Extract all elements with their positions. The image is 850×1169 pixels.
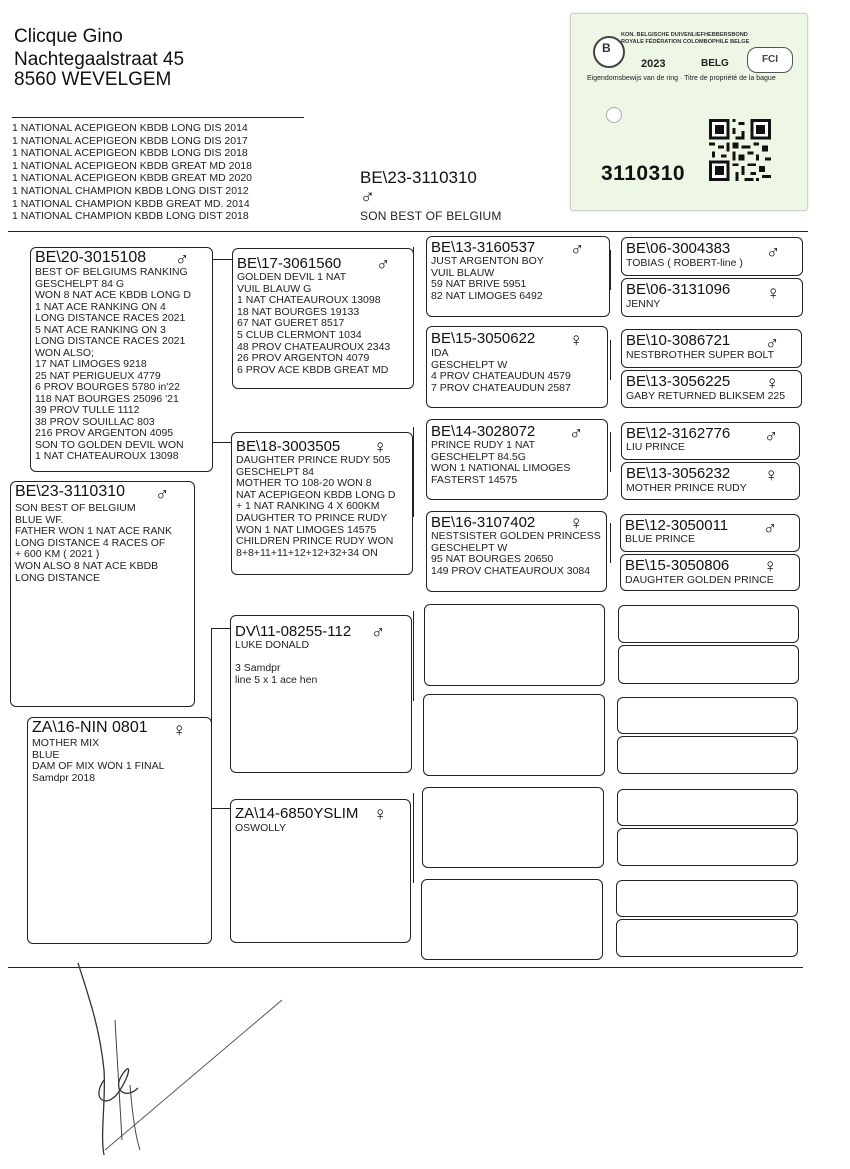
achievement-item: 1 NATIONAL CHAMPION KBDB LONG DIST 2012 [12, 184, 249, 197]
note-line: 95 NAT BOURGES 20650 [431, 553, 554, 566]
pedigree-empty-box [421, 879, 603, 960]
note-line: FASTERST 14575 [431, 473, 518, 486]
note-line: NAT ACEPIGEON KBDB LONG D [236, 488, 396, 501]
male-symbol-icon: ♂ [763, 518, 778, 539]
note-line: JUST ARGENTON BOY [431, 255, 544, 267]
certificate-org [621, 32, 749, 46]
note-line: GESCHELPT 84 G [35, 277, 125, 290]
main-notes [15, 503, 191, 584]
pedigree-empty-box [616, 919, 798, 957]
note-line: 48 PROV CHATEAUROUX 2343 [237, 340, 391, 353]
ssd-notes [431, 348, 604, 394]
note-line: BEST OF BELGIUMS RANKING [35, 266, 188, 278]
male-symbol-icon: ♂ [175, 249, 190, 270]
note-line: 38 PROV SOUILLAC 803 [35, 415, 155, 428]
pedigree-empty-box [617, 736, 798, 774]
note-line: 82 NAT LIMOGES 6492 [431, 289, 543, 302]
note-line: 4 PROV CHATEAUDUN 4579 [431, 370, 571, 383]
note-line: 1 NAT CHATEAUROUX 13098 [237, 294, 381, 307]
subject-name: SON BEST OF BELGIUM [360, 209, 502, 223]
note-line: NESTSISTER GOLDEN PRINCESS [431, 530, 601, 542]
gg-note: GABY RETURNED BLIKSEM 225 [626, 390, 786, 402]
male-symbol-icon: ♂ [570, 239, 585, 260]
gg-ring: BE\15-3050806 [625, 557, 730, 574]
pedigree-gg-6 [621, 462, 800, 500]
pedigree-gg-8 [620, 554, 800, 591]
sds-notes [431, 440, 604, 486]
note-line: GESCHELPT 84.5G [431, 450, 526, 463]
pedigree-sire [30, 247, 213, 472]
note-line: DAUGHTER TO PRINCE RUDY [236, 511, 388, 524]
note-line: 7 PROV CHATEAUDUN 2587 [431, 381, 571, 394]
note-line: 1 NAT ACE RANKING ON 4 [35, 300, 166, 313]
top-separator [8, 231, 808, 232]
sds-ring: BE\14-3028072 [431, 423, 536, 440]
connector [413, 611, 414, 701]
note-line: OSWOLLY [235, 822, 287, 834]
connector [610, 523, 611, 563]
ds-notes [235, 640, 408, 686]
owner-divider [12, 117, 304, 118]
note-line: 216 PROV ARGENTON 4095 [35, 427, 174, 439]
female-symbol-icon: ♀ [765, 373, 780, 394]
owner-city: 8560 WEVELGEM [14, 69, 172, 90]
pedigree-gg-1 [621, 237, 803, 276]
dam-notes [32, 738, 208, 784]
male-symbol-icon: ♂ [569, 423, 584, 444]
pedigree-empty-box [618, 605, 799, 643]
note-line: GOLDEN DEVIL 1 NAT [237, 271, 347, 283]
ss-ring: BE\17-3061560 [237, 255, 342, 272]
pedigree-sdd [426, 511, 607, 592]
note-line: line 5 x 1 ace hen [235, 673, 318, 686]
gg-note: DAUGHTER GOLDEN PRINCE [625, 574, 774, 586]
ds-ring: DV\11-08255-112 [235, 623, 352, 640]
note-line: 3 Samdpr [235, 662, 281, 675]
gg-note: BLUE PRINCE [625, 533, 696, 545]
note-line: WON ALSO 8 NAT ACE KBDB [15, 559, 159, 572]
pedigree-empty-box [422, 787, 604, 868]
pedigree-main [10, 481, 195, 707]
note-line: SON TO GOLDEN DEVIL WON [35, 438, 184, 451]
note-line: LUKE DONALD [235, 639, 310, 651]
note-line: 5 NAT ACE RANKING ON 3 [35, 323, 166, 336]
connector [212, 259, 232, 260]
male-symbol-icon: ♂ [371, 622, 386, 643]
female-symbol-icon: ♀ [569, 513, 584, 534]
note-line: DAM OF MIX WON 1 FINAL [32, 760, 165, 773]
certificate-year: 2023 [641, 58, 666, 70]
female-symbol-icon: ♀ [569, 330, 584, 351]
note-line: FATHER WON 1 NAT ACE RANK [15, 525, 172, 538]
achievement-item: 1 NATIONAL CHAMPION KBDB GREAT MD. 2014 [12, 197, 250, 210]
signature-image [60, 960, 290, 1160]
note-line: WON ALSO; [35, 346, 94, 359]
gg-ring: BE\12-3050011 [625, 517, 729, 534]
female-symbol-icon: ♀ [373, 804, 388, 825]
male-symbol-icon: ♂ [360, 186, 375, 208]
pedigree-empty-box [424, 604, 605, 686]
dd-notes [235, 823, 407, 835]
pedigree-sss [426, 236, 610, 317]
fci-logo-icon: FCI [747, 47, 793, 73]
note-line: LONG DISTANCE RACES 2021 [35, 335, 186, 347]
note-line: + 600 KM ( 2021 ) [15, 548, 100, 561]
connector [211, 628, 231, 629]
pedigree-sds [426, 419, 608, 500]
connector [212, 442, 232, 443]
female-symbol-icon: ♀ [766, 283, 781, 304]
note-line: 1 NAT CHATEAUROUX 13098 [35, 450, 179, 462]
pedigree-gg-3 [621, 329, 802, 368]
pedigree-dam-dam [230, 799, 411, 943]
note-line: WON 1 NATIONAL LIMOGES [431, 462, 571, 475]
note-line: MOTHER MIX [32, 737, 100, 749]
owner-name: Clicque Gino [14, 26, 123, 47]
main-ring: BE\23-3110310 [15, 483, 126, 500]
note-line: 59 NAT BRIVE 5951 [431, 278, 527, 291]
sdd-ring: BE\16-3107402 [431, 514, 536, 531]
achievement-item: 1 NATIONAL ACEPIGEON KBDB GREAT MD 2020 [12, 172, 253, 185]
pedigree-empty-box [617, 697, 798, 734]
note-line: 18 NAT BOURGES 19133 [237, 305, 360, 318]
achievement-item: 1 NATIONAL ACEPIGEON KBDB LONG DIS 2017 [12, 134, 248, 147]
note-line: LONG DISTANCE [15, 571, 100, 584]
gg-note: MOTHER PRINCE RUDY [626, 482, 747, 494]
punch-hole [606, 107, 622, 123]
certificate-org-fr: ROYALE FÉDÉRATION COLOMBOPHILE BELGE [621, 39, 750, 45]
achievement-item: 1 NATIONAL ACEPIGEON KBDB LONG DIS 2018 [12, 147, 248, 160]
note-line: VUIL BLAUW G [237, 282, 312, 295]
connector [413, 793, 414, 883]
gg-ring: BE\06-3004383 [626, 240, 731, 257]
ss-notes [237, 272, 410, 376]
note-line: 5 CLUB CLERMONT 1034 [237, 328, 362, 341]
note-line: 26 PROV ARGENTON 4079 [237, 352, 370, 365]
qr-code-icon [709, 119, 771, 181]
note-line: MOTHER TO 108-20 WON 8 [236, 477, 372, 490]
pedigree-empty-box [616, 880, 798, 917]
note-line: 25 NAT PERIGUEUX 4779 [35, 369, 161, 382]
note-line: WON 8 NAT ACE KBDB LONG D [35, 289, 191, 301]
sd-ring: BE\18-3003505 [236, 438, 341, 455]
pedigree-dam-sire [230, 615, 412, 773]
achievements-list [12, 122, 252, 223]
gg-ring: BE\13-3056232 [626, 465, 731, 482]
note-line: BLUE WF. [15, 513, 64, 526]
certificate-org-nl: KON. BELGISCHE DUIVENLIEFHEBBERSBOND [621, 32, 748, 38]
pedigree-empty-box [617, 789, 798, 826]
gg-ring: BE\06-3131096 [626, 281, 731, 298]
achievement-item: 1 NATIONAL ACEPIGEON KBDB GREAT MD 2018 [12, 159, 253, 172]
note-line: Samdpr 2018 [32, 771, 96, 784]
ssd-ring: BE\15-3050622 [431, 330, 536, 347]
male-symbol-icon: ♂ [155, 484, 170, 505]
note-line: PRINCE RUDY 1 NAT [431, 439, 536, 451]
note-line: 118 NAT BOURGES 25096 '21 [35, 392, 179, 405]
gg-note: JENNY [626, 298, 661, 310]
pedigree-gg-7 [620, 514, 800, 552]
ring-certificate [570, 13, 808, 211]
connector [610, 340, 611, 380]
certificate-subtitle: Eigendomsbewijs van de ring · Titre de propriété de la bague [587, 75, 776, 82]
note-line: 39 PROV TULLE 1112 [35, 404, 140, 416]
subject-ring: BE\23-3110310 [360, 168, 477, 187]
note-line: DAUGHTER PRINCE RUDY 505 [236, 454, 391, 466]
note-line: 6 PROV ACE KBDB GREAT MD [237, 363, 389, 376]
certificate-number: 3110310 [601, 162, 686, 185]
pedigree-gg-4 [621, 370, 802, 408]
note-line: 67 NAT GUERET 8517 [237, 317, 345, 330]
male-symbol-icon: ♂ [764, 426, 779, 447]
sire-ring: BE\20-3015108 [35, 249, 147, 266]
note-line: GESCHELPT W [431, 541, 508, 554]
note-line: LONG DISTANCE RACES 2021 [35, 312, 186, 324]
note-line: 6 PROV BOURGES 5780 in'22 [35, 381, 180, 393]
female-symbol-icon: ♀ [373, 437, 388, 458]
pedigree-empty-box [423, 694, 605, 776]
gg-ring: BE\10-3086721 [626, 332, 731, 349]
note-line: WON 1 NAT LIMOGES 14575 [236, 523, 377, 536]
note-line: LONG DISTANCE 4 RACES OF [15, 536, 166, 549]
pedigree-dam [27, 717, 212, 944]
note-line: IDA [431, 347, 449, 359]
note-line: GESCHELPT 84 [236, 465, 315, 478]
gg-note: NESTBROTHER SUPER BOLT [626, 349, 774, 361]
pedigree-gg-2 [621, 278, 803, 317]
sdd-notes [431, 531, 603, 577]
achievement-item: 1 NATIONAL ACEPIGEON KBDB LONG DIS 2014 [12, 122, 248, 134]
gg-ring: BE\13-3056225 [626, 373, 731, 390]
achievement-item: 1 NATIONAL CHAMPION KBDB LONG DIST 2018 [12, 210, 249, 223]
male-symbol-icon: ♂ [766, 242, 781, 263]
pedigree-gg-5 [621, 422, 800, 460]
dam-ring: ZA\16-NIN 0801 [32, 719, 148, 736]
sss-ring: BE\13-3160537 [431, 239, 536, 256]
gg-note: TOBIAS ( ROBERT-line ) [626, 257, 743, 269]
note-line: GESCHELPT W [431, 358, 508, 371]
sire-notes [35, 267, 209, 463]
certificate-country: BELG [701, 58, 729, 69]
pedigree-empty-box [618, 645, 799, 684]
gg-ring: BE\12-3162776 [626, 425, 731, 442]
pedigree-empty-box [617, 828, 798, 866]
male-symbol-icon: ♂ [376, 254, 391, 275]
pedigree-sire-sire [232, 248, 414, 389]
pedigree-sire-dam [231, 432, 413, 575]
note-line: BLUE [32, 748, 60, 761]
sss-notes [431, 256, 606, 302]
owner-street: Nachtegaalstraat 45 [14, 49, 185, 70]
note-line: + 1 NAT RANKING 4 X 600KM [236, 500, 380, 513]
note-line: 149 PROV CHATEAUROUX 3084 [431, 564, 591, 577]
sd-notes [236, 455, 409, 559]
male-symbol-icon: ♂ [765, 333, 780, 354]
note-line: SON BEST OF BELGIUM [15, 502, 136, 514]
logo-letter: B [602, 41, 611, 55]
pedigree-ssd [426, 326, 608, 408]
dd-ring: ZA\14-6850YSLIM [235, 805, 359, 822]
gg-note: LIU PRINCE [626, 441, 685, 453]
female-symbol-icon: ♀ [763, 556, 778, 577]
female-symbol-icon: ♀ [764, 465, 779, 486]
connector [211, 808, 231, 809]
note-line: CHILDREN PRINCE RUDY WON [236, 535, 394, 548]
connector [610, 432, 611, 472]
connector [413, 427, 414, 517]
connector [610, 250, 611, 290]
note-line: 17 NAT LIMOGES 9218 [35, 358, 147, 370]
note-line: 8+8+11+11+12+12+32+34 ON [236, 546, 378, 559]
note-line: VUIL BLAUW [431, 266, 495, 279]
female-symbol-icon: ♀ [172, 720, 187, 741]
